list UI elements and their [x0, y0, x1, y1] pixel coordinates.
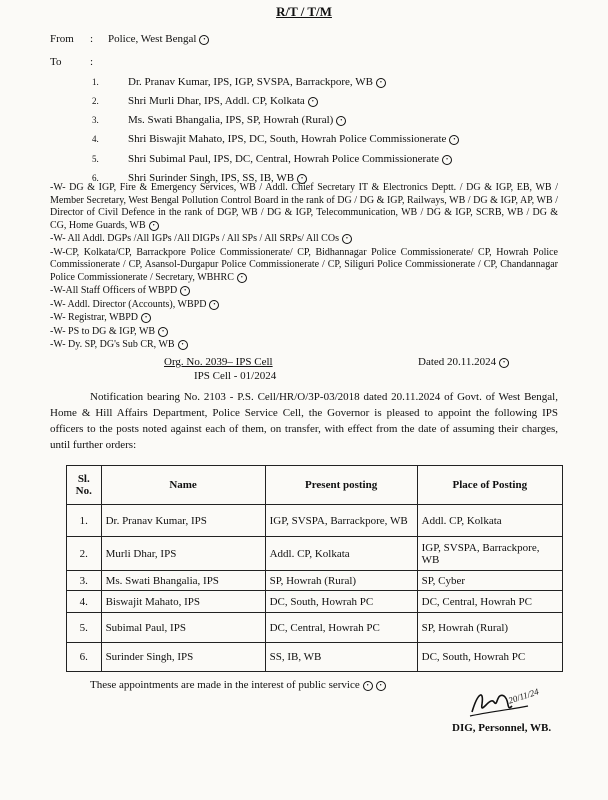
copy-item: -W-CP, Kolkata/CP, Barrackpore Police Commissionerate/ CP, Bidhannagar Police Commissionerate/ CP, Howrah Police Commissionerate / CP, Asansol-Durgapur Police Commissionerate / CP, Siliguri Police Commissionerate / CP, Chandannagar Police Commissionerate / Secretary, WBHRC • [50, 246, 558, 283]
cell-sl-no: 2. [67, 537, 102, 571]
cell-number: IPS Cell - 01/2024 [194, 370, 277, 382]
recipient-number: 1. [92, 77, 99, 87]
table-row [67, 505, 563, 537]
circled-dot-icon: • [449, 135, 459, 145]
circled-dot-icon: • [297, 174, 307, 184]
cell-name: Murli Dhar, IPS [101, 537, 265, 571]
copy-item: -W- Registrar, WBPD • [50, 312, 558, 325]
circled-dot-icon: • [158, 327, 168, 337]
circled-dot-icon: • [376, 78, 386, 88]
from-colon: : [90, 33, 94, 45]
recipient-number: 2. [92, 96, 99, 106]
circled-dot-icon: • [363, 681, 373, 691]
page-title: R/T / T/M [276, 4, 332, 19]
circled-dot-icon: • [342, 234, 352, 244]
cell-sl-no: 5. [67, 613, 102, 643]
copy-item: -W- Dy. SP, DG's Sub CR, WB • [50, 339, 558, 352]
cell-name: Biswajit Mahato, IPS [101, 591, 265, 613]
circled-dot-icon: • [149, 221, 159, 231]
table-header-row [67, 466, 563, 505]
table-row [67, 537, 563, 571]
circled-dot-icon: • [199, 35, 209, 45]
signature-date: 20/11/24 [507, 686, 540, 706]
cell-present-posting: SP, Howrah (Rural) [265, 571, 417, 591]
recipient-item: Shri Biswajit Mahato, IPS, DC, South, Howrah Police Commissionerate • [128, 133, 459, 146]
header-name: Name [101, 466, 265, 505]
cell-present-posting: DC, Central, Howrah PC [265, 613, 417, 643]
header-sl-no: Sl. No. [67, 466, 102, 505]
circled-dot-icon: • [442, 155, 452, 165]
copy-list [50, 182, 558, 353]
cell-place-of-posting: DC, South, Howrah PC [417, 643, 562, 672]
cell-name: Surinder Singh, IPS [101, 643, 265, 672]
circled-dot-icon: • [336, 116, 346, 126]
copy-item: -W- Addl. Director (Accounts), WBPD • [50, 299, 558, 312]
cell-place-of-posting: SP, Cyber [417, 571, 562, 591]
circled-dot-icon: • [237, 273, 247, 283]
cell-name: Dr. Pranav Kumar, IPS [101, 505, 265, 537]
to-label: To [50, 56, 62, 68]
cell-present-posting: Addl. CP, Kolkata [265, 537, 417, 571]
from-value: Police, West Bengal • [108, 33, 209, 46]
recipient-number: 5. [92, 154, 99, 164]
recipient-number: 4. [92, 134, 99, 144]
cell-place-of-posting: IGP, SVSPA, Barrackpore, WB [417, 537, 562, 571]
circled-dot-icon: • [376, 681, 386, 691]
dated: Dated 20.11.2024 • [418, 356, 509, 369]
recipient-item: Dr. Pranav Kumar, IPS, IGP, SVSPA, Barrackpore, WB • [128, 76, 386, 89]
circled-dot-icon: • [178, 340, 188, 350]
copy-item: -W- PS to DG & IGP, WB • [50, 326, 558, 339]
recipient-number: 6. [92, 173, 99, 183]
cell-place-of-posting: SP, Howrah (Rural) [417, 613, 562, 643]
circled-dot-icon: • [308, 97, 318, 107]
circled-dot-icon: • [499, 358, 509, 368]
table-row [67, 591, 563, 613]
circled-dot-icon: • [180, 286, 190, 296]
cell-place-of-posting: DC, Central, Howrah PC [417, 591, 562, 613]
circled-dot-icon: • [141, 313, 151, 323]
recipient-item: Shri Subimal Paul, IPS, DC, Central, Howrah Police Commissionerate • [128, 153, 452, 166]
cell-present-posting: SS, IB, WB [265, 643, 417, 672]
header-present-posting: Present posting [265, 466, 417, 505]
cell-name: Ms. Swati Bhangalia, IPS [101, 571, 265, 591]
copy-item: -W- All Addl. DGPs /All IGPs /All DIGPs / All SPs / All SRPs/ All COs • [50, 233, 558, 246]
from-label: From [50, 33, 74, 45]
circled-dot-icon: • [209, 300, 219, 310]
cell-present-posting: DC, South, Howrah PC [265, 591, 417, 613]
posting-table [66, 465, 563, 672]
body-paragraph: Notification bearing No. 2103 - P.S. Cell/HR/O/3P-03/2018 dated 20.11.2024 of Govt. of West Bengal, Home & Hill Affairs Department, Police Service Cell, the Governor is pleased to appoint the following IPS officers to the posts noted against each of them, on transfer, with effect from the date of assuming their charges, until further orders: [50, 391, 558, 451]
recipient-item: Shri Surinder Singh, IPS, SS, IB, WB • [128, 172, 307, 185]
signature-designation: DIG, Personnel, WB. [452, 722, 552, 734]
recipient-item: Ms. Swati Bhangalia, IPS, SP, Howrah (Rural) • [128, 114, 346, 127]
cell-sl-no: 3. [67, 571, 102, 591]
recipient-item: Shri Murli Dhar, IPS, Addl. CP, Kolkata • [128, 95, 318, 108]
closing-line: These appointments are made in the interest of public service • • [90, 679, 386, 692]
table-row [67, 643, 563, 672]
copy-item: -W-All Staff Officers of WBPD • [50, 285, 558, 298]
cell-present-posting: IGP, SVSPA, Barrackpore, WB [265, 505, 417, 537]
header-place-of-posting: Place of Posting [417, 466, 562, 505]
cell-sl-no: 6. [67, 643, 102, 672]
recipient-number: 3. [92, 115, 99, 125]
copy-item: -W- DG & IGP, Fire & Emergency Services, WB / Addl. Chief Secretary IT & Electronics Deptt. / DG & IGP, EB, WB / Member Secretary, West Bengal Pollution Control Board in the rank of DG / DG & IGP, Railways, WB / DG & IGP, AP, WB / Director of Civil Defence in the rank of DGP, WB / DG & IGP, Telecommunication, WB / DG & IGP, SCRB, WB / DG & CG, Home Guards, WB • [50, 182, 558, 231]
to-colon: : [90, 56, 94, 68]
cell-sl-no: 4. [67, 591, 102, 613]
cell-sl-no: 1. [67, 505, 102, 537]
org-number: Org. No. 2039– IPS Cell [164, 356, 273, 368]
table-row [67, 571, 563, 591]
table-row [67, 613, 563, 643]
cell-place-of-posting: Addl. CP, Kolkata [417, 505, 562, 537]
cell-name: Subimal Paul, IPS [101, 613, 265, 643]
